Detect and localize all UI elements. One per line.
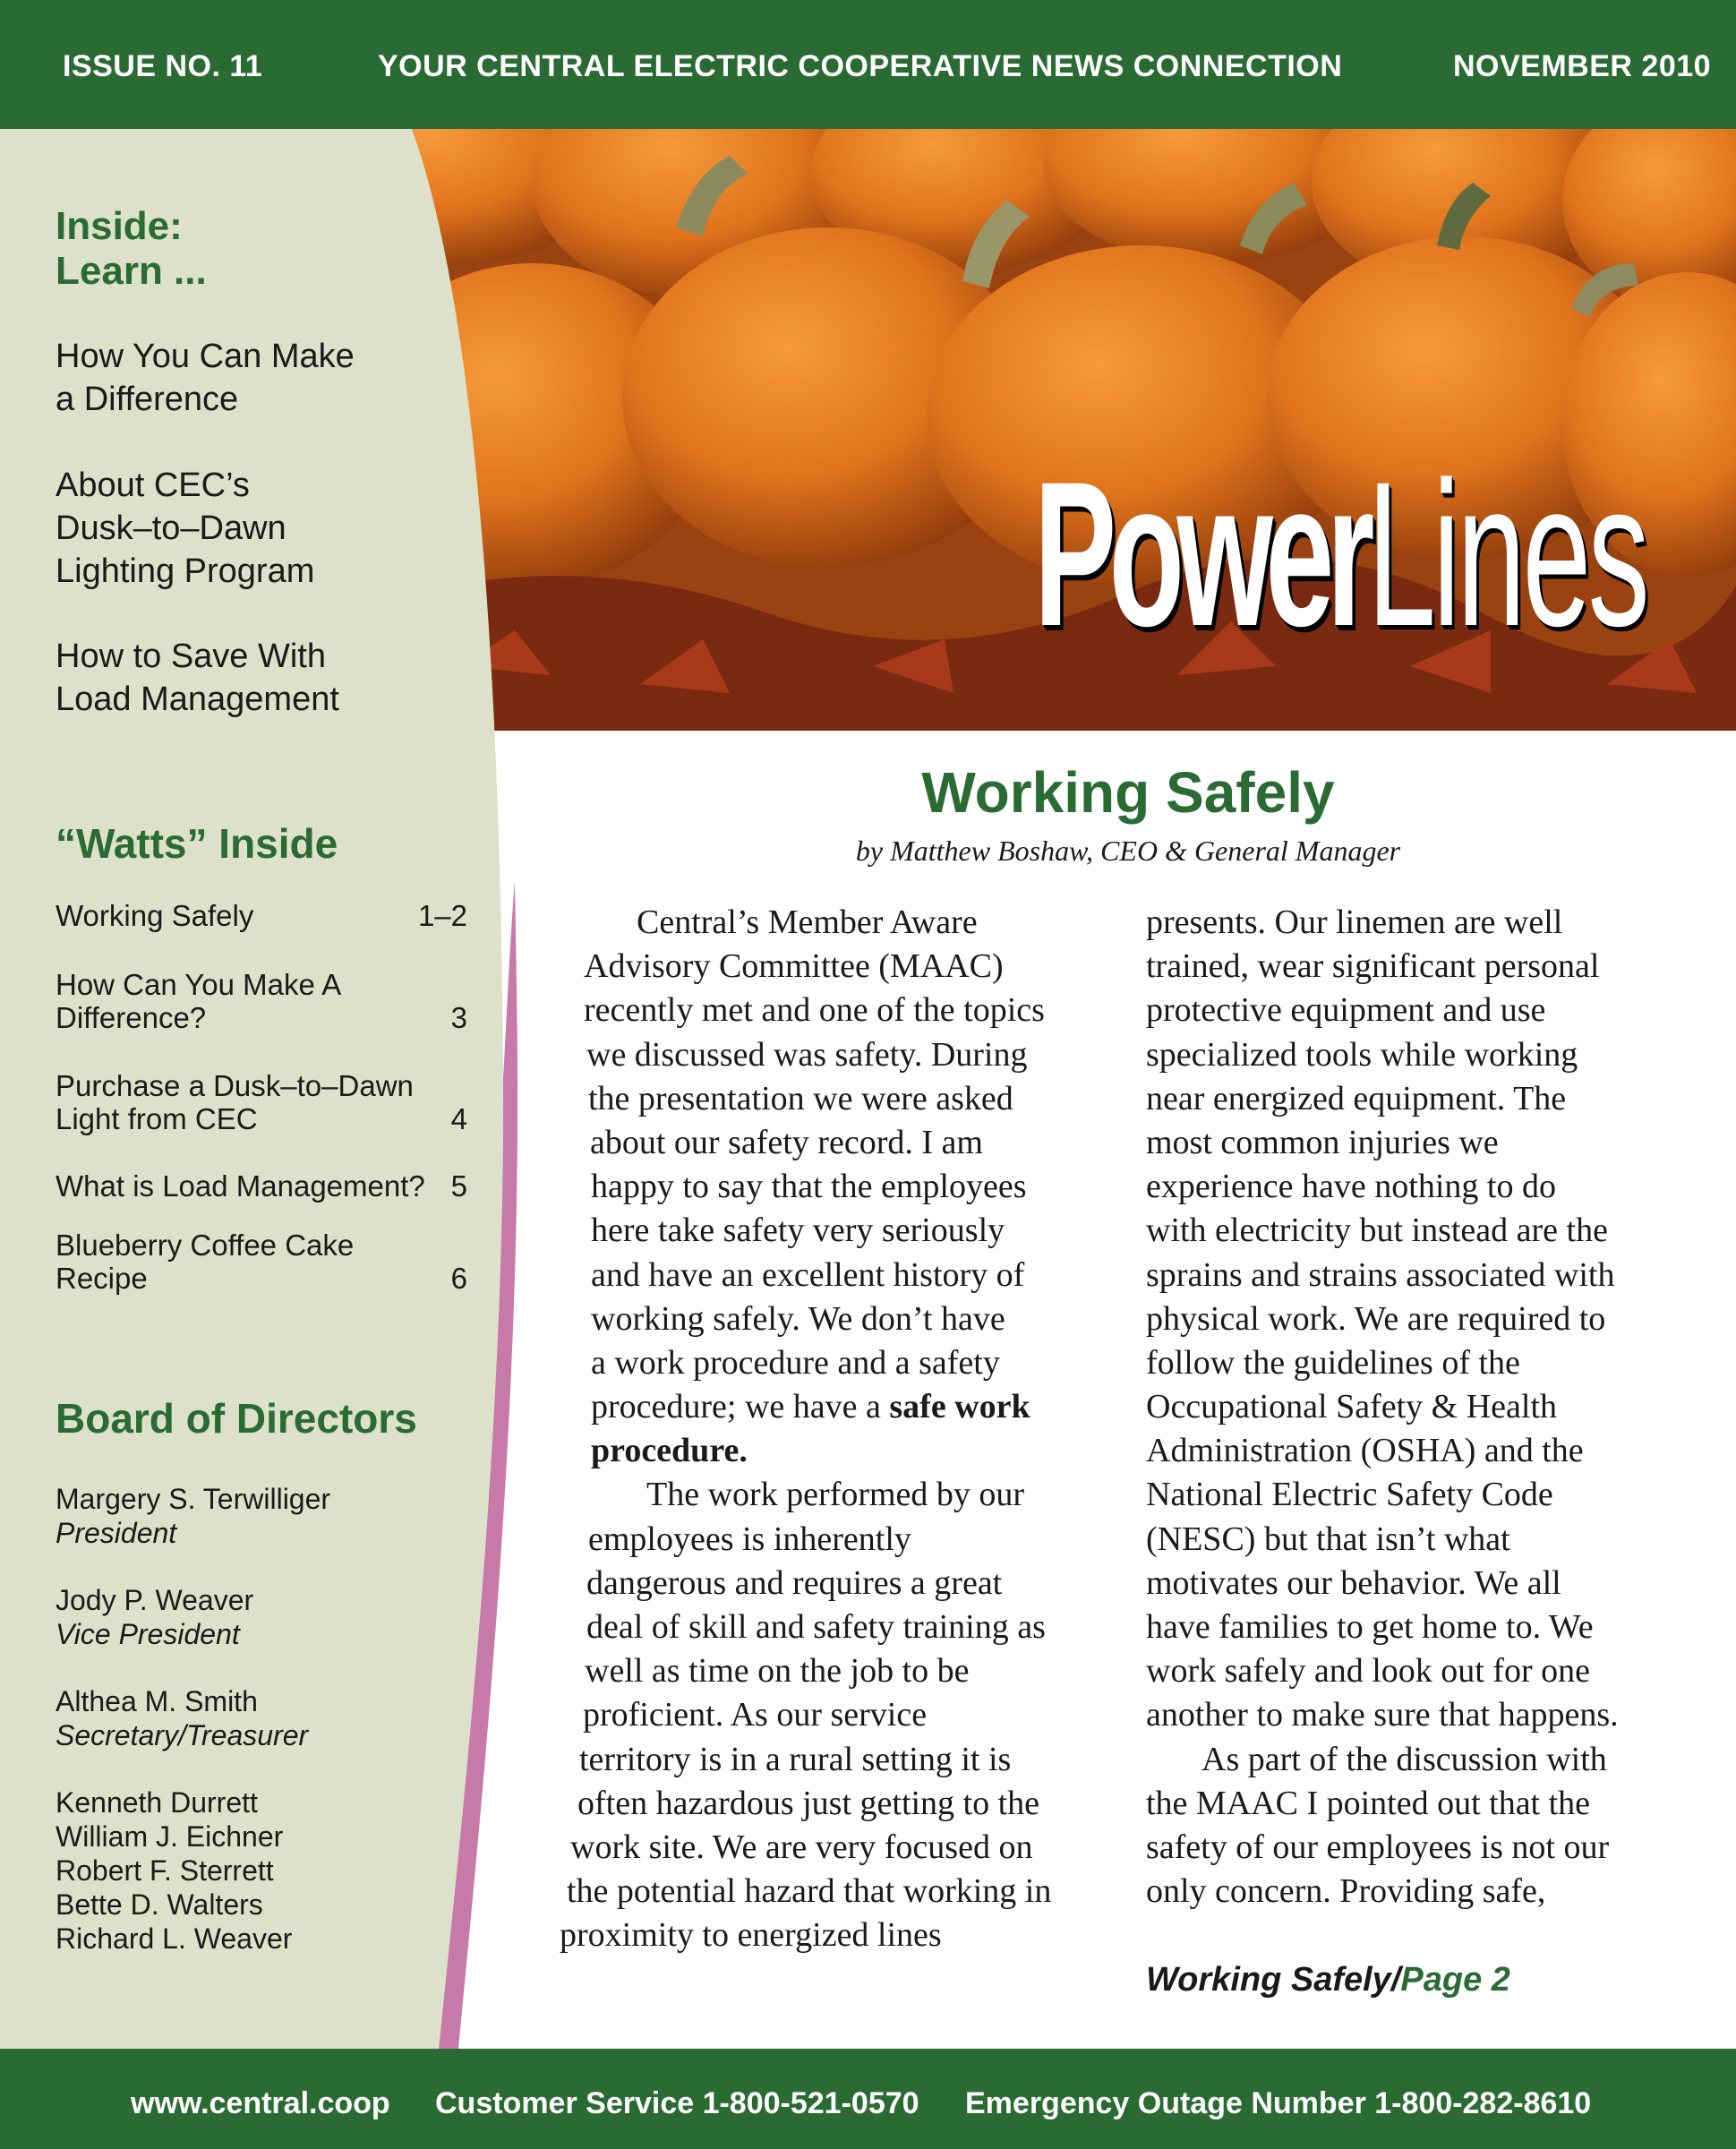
article-title: Working Safely — [921, 760, 1335, 825]
top-banner — [0, 0, 1736, 129]
toc-page: 6 — [450, 1262, 467, 1295]
director-members: Kenneth Durrett William J. Eichner Robert F. Sterrett Bette D. Walters Richard L. Weaver — [56, 1786, 293, 1955]
toc-entry[interactable]: How Can You Make A Difference? 3 — [56, 968, 467, 1034]
board-heading: Board of Directors — [56, 1395, 417, 1442]
director-officer: Jody P. Weaver Vice President — [56, 1584, 254, 1650]
footer-bar — [0, 2049, 1736, 2149]
toc-entry[interactable]: Purchase a Dusk–to–Dawn Light from CEC 4 — [56, 1069, 467, 1135]
toc-entry[interactable]: Blueberry Coffee Cake Recipe 6 — [56, 1229, 467, 1295]
hero-pumpkin-photo — [407, 129, 1736, 731]
toc-page: 3 — [450, 1001, 467, 1034]
learn-item: How You Can Make a Difference — [56, 338, 355, 418]
toc-entry[interactable]: Working Safely 1–2 — [56, 899, 467, 932]
issue-number: ISSUE NO. 11 — [63, 49, 263, 83]
masthead-lines: Lines — [1367, 439, 1647, 669]
learn-item: How to Save With Load Management — [56, 638, 339, 718]
emergency-phone: Emergency Outage Number 1-800-282-8610 — [965, 2086, 1592, 2120]
inside-heading: Inside: Learn ... — [56, 204, 207, 293]
toc-page: 5 — [450, 1169, 467, 1203]
director-officer: Althea M. Smith Secretary/Treasurer — [56, 1685, 309, 1751]
toc-page: 1–2 — [417, 899, 467, 932]
continued-link[interactable]: Working Safely/Page 2 — [1146, 1961, 1510, 1999]
toc-entry[interactable]: What is Load Management? 5 — [56, 1169, 467, 1203]
website-link[interactable]: www.central.coop — [131, 2086, 390, 2120]
issue-date: NOVEMBER 2010 — [1453, 49, 1712, 83]
learn-item: About CEC’s Dusk–to–Dawn Lighting Program — [56, 467, 315, 590]
masthead-title — [1034, 439, 1647, 669]
director-officer: Margery S. Terwilliger President — [56, 1483, 331, 1549]
bold-phrase: safe work — [889, 1388, 1030, 1426]
toc-page: 4 — [450, 1102, 467, 1135]
customer-service-phone: Customer Service 1-800-521-0570 — [435, 2086, 919, 2120]
article-column-1: Central’s Member Aware Advisory Committee (MAAC) recently met and one of the topics we discussed was safety. During the presentation we were asked about our safety record. I am happy to say that the employees here take safety very seriously and have an excellent history of working safely. We don’t have a work procedure and a safety procedure; we have a safe work procedure. The work performed by our employees is inherently dangerous and requires a great deal of skill and safety training as well as time on the job to be proficient. As our service territory is in a rural setting it is often hazardous just getting to the work site. We are very focused on the potential hazard that working in proximity to energized lines — [560, 903, 1052, 1955]
article-column-2: presents. Our linemen are well trained, wear significant personal protective equipment and use specialized tools while working near energized equipment. The most common injuries we experience have nothing to do with electricity but instead are the sprains and strains associated with physical work. We are required to follow the guidelines of the Occupational Safety & Health Administration (OSHA) and the National Electric Safety Code (NESC) but that isn’t what motivates our behavior. We all have families to get home to. We work safely and look out for one another to make sure that happens. As part of the discussion with the MAAC I pointed out that the safety of our employees is not our only concern. Providing safe, — [1146, 903, 1619, 1911]
watts-inside-heading: “Watts” Inside — [56, 820, 338, 867]
masthead-power: Power — [1034, 439, 1368, 669]
article-byline: by Matthew Boshaw, CEO & General Manager — [855, 835, 1401, 867]
tagline: YOUR CENTRAL ELECTRIC COOPERATIVE NEWS CONNECTION — [378, 49, 1343, 83]
